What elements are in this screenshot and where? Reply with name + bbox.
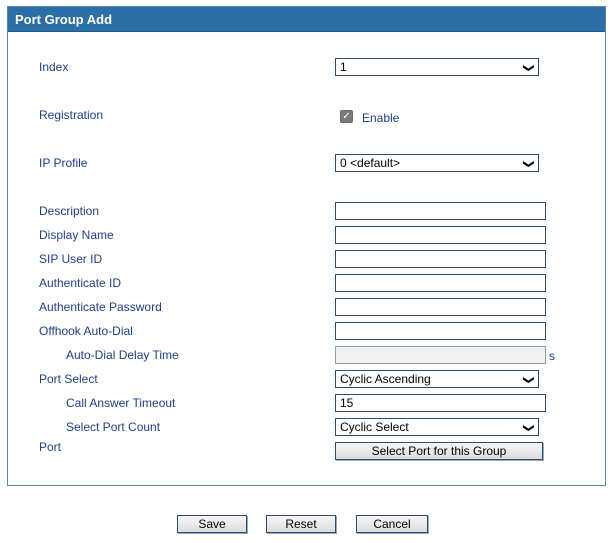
registration-enable-checkbox[interactable]: [340, 110, 353, 123]
ip-profile-value: 0 <default>: [340, 156, 401, 170]
registration-label: Registration: [39, 108, 104, 122]
index-value: 1: [340, 60, 347, 74]
select-port-count-select[interactable]: [335, 418, 539, 436]
ip-profile-label: IP Profile: [39, 156, 88, 170]
registration-enable-label: Enable: [362, 111, 400, 125]
authenticate-password-label: Authenticate Password: [39, 300, 162, 314]
chevron-down-icon: ❯: [522, 63, 535, 73]
sip-user-id-label: SIP User ID: [39, 252, 103, 266]
port-select-value: Cyclic Ascending: [340, 372, 431, 386]
authenticate-id-label: Authenticate ID: [39, 276, 122, 290]
port-group-add-panel: [7, 6, 606, 486]
select-port-for-group-button[interactable]: Select Port for this Group: [335, 442, 543, 460]
offhook-auto-dial-label: Offhook Auto-Dial: [39, 324, 133, 338]
ip-profile-select[interactable]: [335, 154, 539, 172]
authenticate-id-input[interactable]: [335, 274, 546, 292]
auto-dial-delay-time-label: Auto-Dial Delay Time: [66, 348, 179, 362]
call-answer-timeout-input[interactable]: 15: [335, 394, 546, 412]
port-select-select[interactable]: [335, 370, 539, 388]
port-label: Port: [39, 440, 62, 454]
chevron-down-icon: ❯: [522, 159, 535, 169]
chevron-down-icon: ❯: [522, 423, 535, 433]
cancel-button[interactable]: Cancel: [356, 515, 428, 533]
display-name-input[interactable]: [335, 226, 546, 244]
auto-dial-delay-time-input[interactable]: [335, 346, 546, 364]
select-port-count-value: Cyclic Select: [340, 420, 409, 434]
index-select[interactable]: [335, 58, 539, 76]
description-input[interactable]: [335, 202, 546, 220]
port-select-label: Port Select: [39, 372, 98, 386]
select-port-count-label: Select Port Count: [66, 420, 161, 434]
check-icon: ✓: [342, 111, 351, 122]
reset-button[interactable]: Reset: [266, 515, 336, 533]
panel-title: Port Group Add: [8, 7, 605, 32]
chevron-down-icon: ❯: [522, 375, 535, 385]
display-name-label: Display Name: [39, 228, 114, 242]
index-label: Index: [39, 60, 69, 74]
authenticate-password-input[interactable]: [335, 298, 546, 316]
auto-dial-delay-unit: s: [549, 349, 555, 363]
sip-user-id-input[interactable]: [335, 250, 546, 268]
save-button[interactable]: Save: [177, 515, 247, 533]
offhook-auto-dial-input[interactable]: [335, 322, 546, 340]
call-answer-timeout-label: Call Answer Timeout: [66, 396, 176, 410]
description-label: Description: [39, 204, 100, 218]
